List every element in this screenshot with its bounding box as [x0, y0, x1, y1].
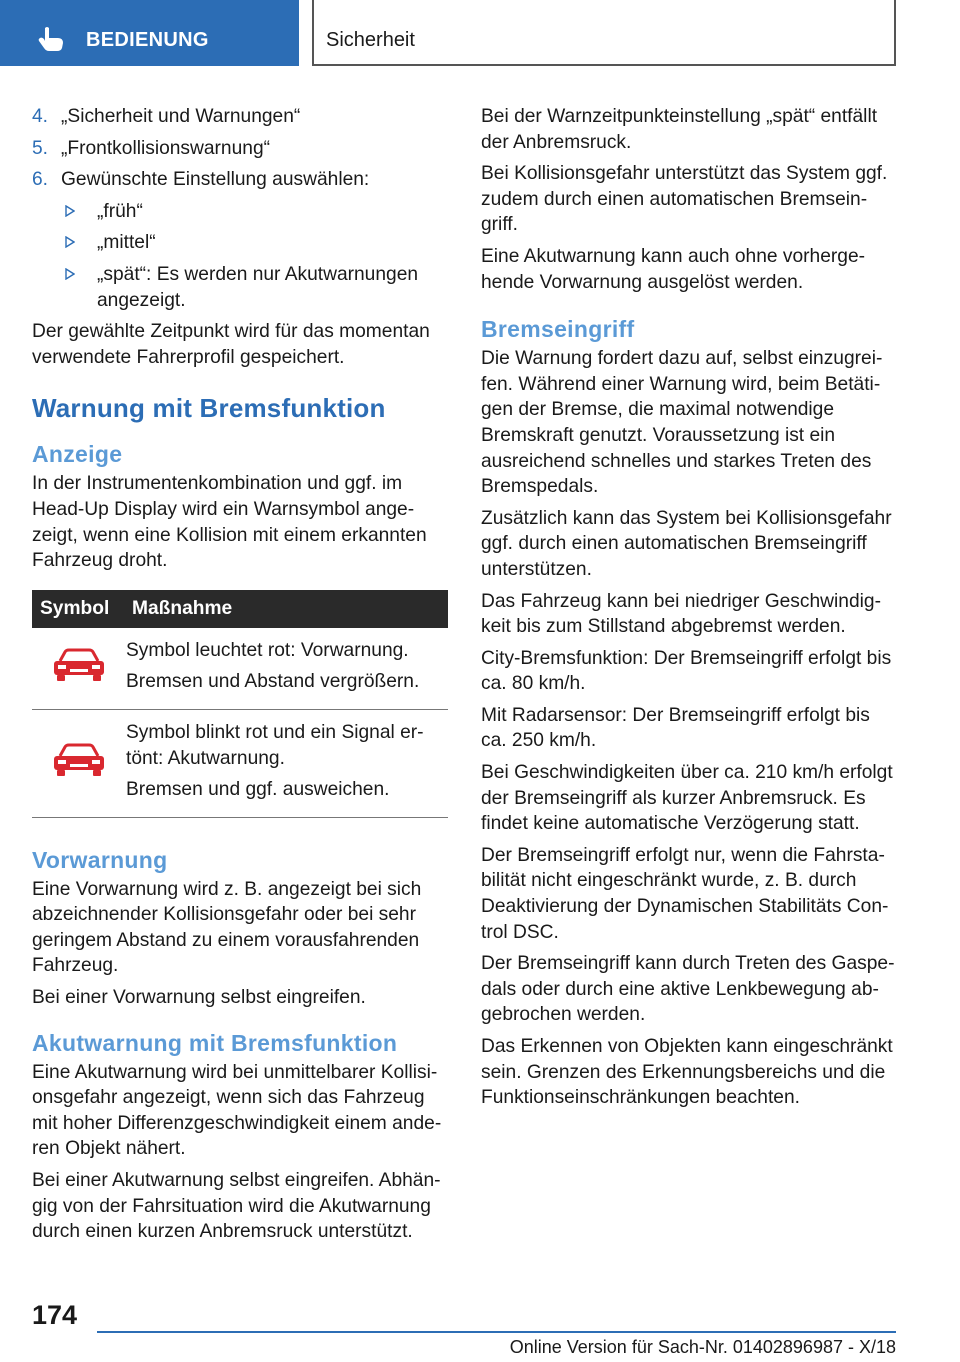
paragraph: Bei Kollisionsgefahr unterstützt das System ggf. zudem durch einen automatischen Bremseingriff.: [481, 163, 888, 236]
page-header: [0, 0, 960, 66]
page-number: 174: [32, 1300, 78, 1330]
paragraph: Eine Akutwarnung wird bei unmittelbarer Kollisionsgefahr angezeigt, wenn sich das Fahrzeug mit hoher Differenzgeschwindigkeit einem anderen Objekt nähert.: [32, 1061, 442, 1160]
paragraph: Der gewählte Zeitpunkt wird für das momentan verwendete Fahrerprofil gespeichert.: [32, 321, 430, 368]
paragraph: Mit Radarsensor: Der Bremseingriff erfolgt bis ca. 250 km/h.: [481, 704, 870, 752]
car-warning-icon: [48, 742, 110, 778]
footer-divider: [97, 1331, 896, 1333]
paragraph: Bei einer Vorwarnung selbst eingreifen.: [32, 987, 366, 1009]
heading-warnung-bremsfunktion: Warnung mit Bremsfunktion: [32, 393, 386, 424]
step-text: „Sicherheit und Warnungen“: [61, 106, 301, 127]
option-text: „mittel“: [97, 232, 156, 254]
paragraph: Der Bremseingriff erfolgt nur, wenn die Fahrstabilität nicht eingeschränkt wurde, z. B. durch Deaktivierung der Dynamischen Stabilitäts Control DSC.: [481, 844, 889, 943]
step-text: „Frontkollisionswarnung“: [61, 137, 271, 159]
paragraph: Bei der Warnzeitpunkteinstellung „spät“ entfällt der Anbremsruck.: [481, 106, 878, 153]
list-item: [61, 230, 448, 256]
table-row: [32, 628, 448, 710]
triangle-bullet-icon: [65, 205, 75, 217]
left-column: [32, 104, 448, 1251]
list-item: [32, 104, 448, 130]
list-item: [61, 199, 448, 225]
tab-bedienung-label: BEDIENUNG: [86, 29, 209, 51]
paragraph: Eine Vorwarnung wird z. B. angezeigt bei sich abzeichnender Kollisionsgefahr oder bei sehr geringem Abstand zu einem vorausfahrenden Fahrzeug.: [32, 878, 422, 977]
paragraph: Das Erkennen von Objekten kann eingeschränkt sein. Grenzen des Erkennungsbereichs und die Funktionseinschränkungen beachten.: [481, 1036, 893, 1109]
paragraph: Die Warnung fordert dazu auf, selbst einzugreifen. Während einer Warnung wird, beim Betätigen der Bremse, die maximal notwendige Bremskraft genutzt. Voraussetzung ist ein ausreichend schnelles und starkes Treten des Bremspedals.: [481, 348, 883, 498]
symbol-table: [32, 590, 448, 818]
online-version-text: Online Version für Sach-Nr. 01402896987 - X/18: [509, 1337, 896, 1357]
table-cell-text: Symbol blinkt rot und ein Signal ertönt: Akutwarnung.: [126, 721, 424, 769]
step-number: 5.: [32, 137, 49, 159]
list-item: [32, 167, 448, 313]
paragraph: Bei einer Akutwarnung selbst eingreifen. Abhängig von der Fahrsituation wird die Akutwarnung durch einen kurzen Anbremsruck unterstützt.: [32, 1170, 441, 1243]
tab-bedienung[interactable]: [0, 0, 299, 66]
heading-bremseingriff: Bremseingriff: [481, 316, 635, 343]
paragraph: Der Bremseingriff kann durch Treten des Gaspedals oder durch eine aktive Lenkbewegung abgebrochen werden.: [481, 953, 895, 1026]
paragraph: City-Bremsfunktion: Der Bremseingriff erfolgt bis ca. 80 km/h.: [481, 647, 892, 695]
table-cell-text: Bremsen und ggf. ausweichen.: [126, 779, 390, 801]
heading-vorwarnung: Vorwarnung: [32, 846, 168, 873]
list-item: [32, 136, 448, 162]
table-row: [32, 709, 448, 817]
table-cell-text: Bremsen und Abstand vergrößern.: [126, 671, 420, 693]
heading-anzeige: Anzeige: [32, 441, 123, 468]
triangle-bullet-icon: [65, 236, 75, 248]
table-header-massnahme: Maßnahme: [126, 590, 448, 628]
list-item: [61, 262, 448, 313]
paragraph: In der Instrumentenkombination und ggf. im Head-Up Display wird ein Warnsymbol angezeigt, wenn eine Kollision mit einem erkannten Fahrzeug droht.: [32, 473, 427, 572]
tab-sicherheit[interactable]: [312, 0, 896, 66]
paragraph: Zusätzlich kann das System bei Kollisionsgefahr ggf. durch einen automatischen Bremseingriff unterstützen.: [481, 507, 892, 580]
tab-sicherheit-label: Sicherheit: [326, 29, 415, 51]
step-text: Gewünschte Einstellung auswählen:: [61, 169, 370, 191]
option-text: „früh“: [97, 200, 143, 222]
paragraph: Das Fahrzeug kann bei niedriger Geschwindigkeit bis zum Stillstand abgebremst werden.: [481, 590, 881, 638]
table-cell-text: Symbol leuchtet rot: Vorwarnung.: [126, 639, 409, 661]
pointing-hand-icon: [36, 26, 66, 52]
table-header-symbol: Symbol: [32, 590, 126, 628]
steps-list: [32, 104, 448, 313]
step-number: 4.: [32, 106, 49, 127]
option-text: „spät“: Es werden nur Akutwarnungen angezeigt.: [97, 263, 419, 311]
paragraph: Eine Akutwarnung kann auch ohne vorhergehende Vorwarnung ausgelöst werden.: [481, 245, 866, 293]
step-number: 6.: [32, 169, 49, 191]
car-warning-icon: [48, 647, 110, 683]
heading-akutwarnung: Akutwarnung mit Bremsfunktion: [32, 1029, 398, 1056]
paragraph: Bei Geschwindigkeiten über ca. 210 km/h erfolgt der Bremseingriff als kurzer Anbremsruck. Es findet keine automatische Verzögerung statt.: [481, 762, 893, 835]
option-list: [61, 199, 448, 313]
triangle-bullet-icon: [65, 268, 75, 280]
right-column: [481, 104, 897, 1117]
